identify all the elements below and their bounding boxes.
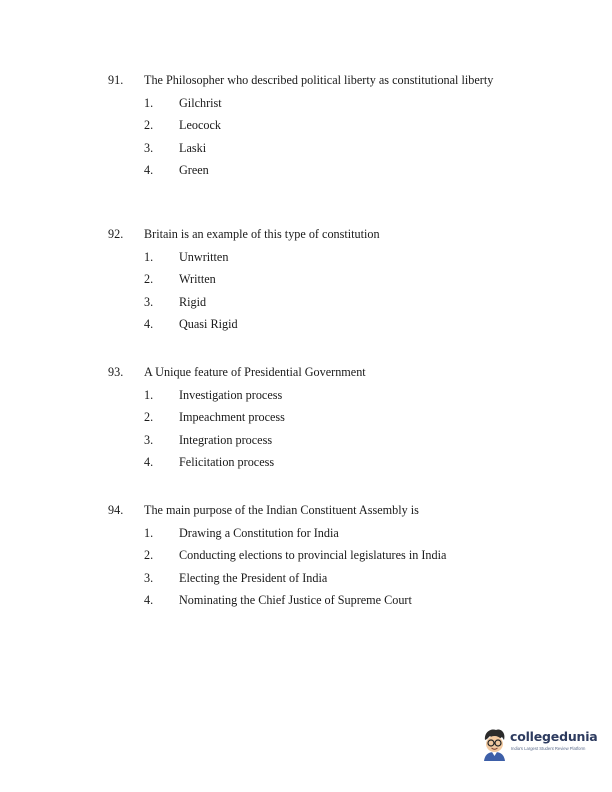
question-number: 92. [108, 227, 124, 241]
question-number: 91. [108, 73, 124, 87]
question-text: Britain is an example of this type of constitution [144, 227, 380, 241]
option-list [108, 387, 508, 477]
option-text: Nominating the Chief Justice of Supreme Court [179, 593, 412, 607]
option-number: 4. [144, 593, 154, 607]
logo-wordmark: collegedunia [510, 729, 598, 744]
option-text: Investigation process [179, 387, 283, 402]
option-list [108, 95, 508, 185]
option-number: 1. [144, 387, 154, 402]
option-text: Electing the President of India [179, 570, 328, 585]
option-number: 2. [144, 548, 154, 562]
student-avatar-icon [479, 727, 509, 761]
option-text: Felicitation process [179, 455, 275, 469]
question-92 [108, 226, 508, 339]
option-item [108, 271, 508, 294]
option-text: Impeachment process [179, 410, 285, 424]
option-text: Green [179, 163, 209, 177]
option-number: 3. [144, 294, 154, 309]
option-text: Rigid [179, 294, 207, 309]
option-text: Integration process [179, 432, 273, 447]
option-number: 4. [144, 455, 154, 469]
option-text: Laski [179, 140, 207, 155]
option-text: Written [179, 272, 216, 286]
question-stem [108, 364, 508, 380]
option-item [108, 117, 508, 140]
option-number: 3. [144, 140, 154, 155]
option-text: Leocock [179, 118, 221, 132]
question-text: The Philosopher who described political liberty as constitutional liberty [144, 73, 494, 87]
option-number: 2. [144, 272, 154, 286]
option-text: Drawing a Constitution for India [179, 525, 339, 540]
option-number: 3. [144, 570, 154, 585]
option-number: 2. [144, 410, 154, 424]
option-text: Gilchrist [179, 95, 222, 110]
option-number: 4. [144, 163, 154, 177]
option-item [108, 525, 508, 548]
option-text: Conducting elections to provincial legislatures in India [179, 548, 447, 562]
logo-tagline: India's Largest Student Review Platform [511, 746, 586, 751]
question-stem [108, 226, 508, 242]
option-item [108, 432, 508, 455]
option-item [108, 409, 508, 432]
option-number: 3. [144, 432, 154, 447]
question-93 [108, 364, 508, 477]
option-list [108, 249, 508, 339]
question-number: 94. [108, 503, 124, 517]
option-item [108, 547, 508, 570]
option-item [108, 316, 508, 339]
option-number: 1. [144, 249, 154, 264]
collegedunia-logo [479, 725, 599, 765]
option-number: 1. [144, 525, 154, 540]
question-stem [108, 72, 508, 88]
question-text: A Unique feature of Presidential Government [144, 365, 366, 379]
option-item [108, 162, 508, 185]
option-item [108, 95, 508, 118]
question-number: 93. [108, 365, 124, 379]
option-item [108, 249, 508, 272]
question-stem [108, 502, 508, 518]
question-94 [108, 502, 508, 615]
option-text: Unwritten [179, 249, 229, 264]
option-item [108, 140, 508, 163]
option-item [108, 592, 508, 615]
option-number: 1. [144, 95, 154, 110]
option-list [108, 525, 508, 615]
question-text: The main purpose of the Indian Constituent Assembly is [144, 503, 419, 517]
option-number: 4. [144, 317, 154, 331]
option-item [108, 570, 508, 593]
question-91 [108, 72, 508, 185]
option-text: Quasi Rigid [179, 317, 238, 331]
option-item [108, 294, 508, 317]
option-item [108, 387, 508, 410]
option-number: 2. [144, 118, 154, 132]
option-item [108, 454, 508, 477]
